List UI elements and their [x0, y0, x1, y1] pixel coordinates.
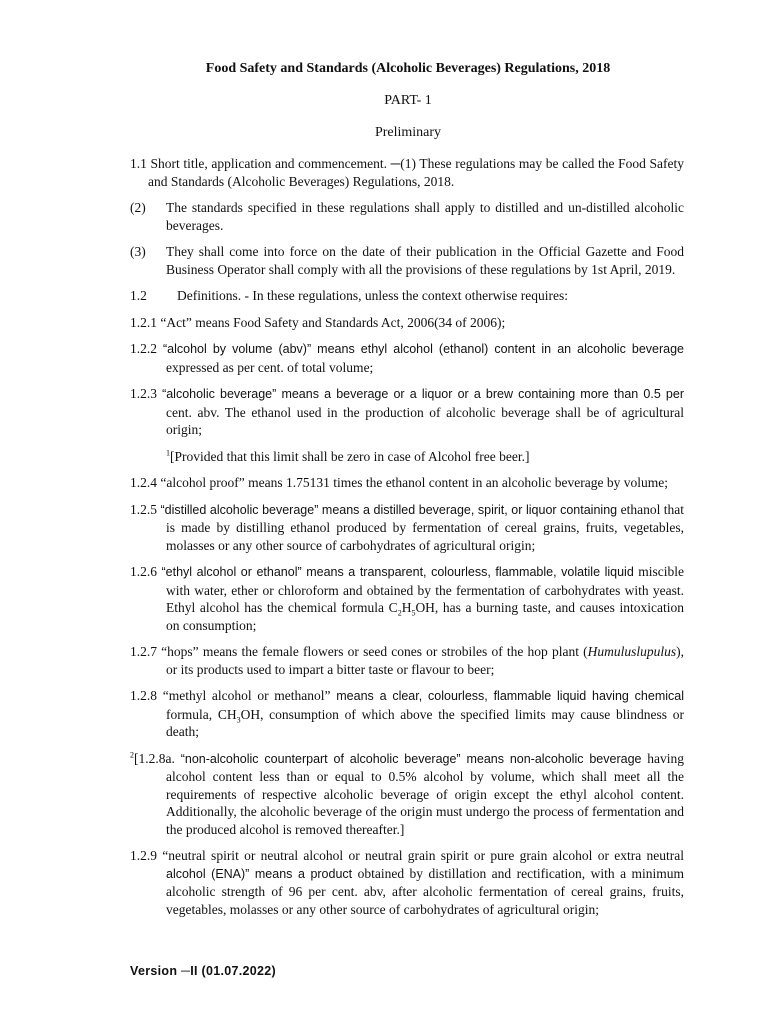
definition-term: “methyl alcohol or methanol” — [162, 688, 337, 703]
definition-text: H — [401, 600, 412, 615]
definition-number: 1.2.7 — [130, 644, 157, 659]
clause-2 — [130, 199, 684, 234]
definition-1-2-2 — [130, 340, 684, 376]
definition-term: “alcoholic beverage” means a beverage or a liquor or a brew containing more than 0.5 per — [162, 387, 684, 401]
subscript: 3 — [236, 715, 241, 725]
definition-number: 1.2.5 — [130, 501, 157, 517]
definition-text: expressed as per cent. of total volume; — [166, 359, 374, 375]
definition-number: 1.2.9 — [130, 848, 157, 863]
definition-term: means a clear, colourless, flammable liquid having chemical — [336, 689, 684, 703]
subscript: 2 — [397, 608, 402, 618]
footnote-mark: 2 — [130, 750, 134, 759]
clause-number: (2) — [130, 200, 146, 215]
definition-text: “Act” means Food Safety and Standards Act, 2006(34 of 2006); — [160, 314, 506, 330]
definition-text: formula, CH — [166, 706, 237, 722]
definition-1-2-5 — [130, 501, 684, 555]
definition-1-2-7 — [130, 643, 684, 678]
definition-1-2-8 — [130, 687, 684, 741]
definition-term: alcohol (ENA)” means a product — [166, 866, 353, 881]
definition-term: “ethyl alcohol or ethanol” means a transparent, colourless, flammable, volatile liquid — [161, 565, 634, 579]
definition-number: 1.2.6 — [130, 564, 157, 579]
definition-text: cent. abv. The ethanol used in the production of alcoholic beverage shall be of agricultural origin; — [166, 404, 684, 437]
document-title: Food Safety and Standards (Alcoholic Beverages) Regulations, 2018 — [205, 61, 611, 76]
definition-text: obtained by distillation and rectification, with a minimum alcoholic strength of 96 per cent. abv, after alcoholic fermentation of cereal grains, fruits, vegetables, molasses or any other source of carbohydrates of agricultural origin; — [166, 865, 685, 917]
clause-number: (3) — [130, 244, 146, 259]
definition-text: miscible with water, ether or chloroform and obtained by the fermentation of carbohydrates with yeast. Ethyl alcohol has the chemical formula C — [166, 564, 685, 615]
definition-text: ), or its products used to impart a bitter taste or flavour to beer; — [166, 644, 685, 677]
clause-text: The standards specified in these regulations shall apply to distilled and un-distilled alcoholic beverages. — [166, 200, 684, 233]
definition-term: “distilled alcoholic beverage” means a distilled beverage, spirit, or liquor containing — [160, 502, 618, 517]
italic-term: Humuluslupulus — [587, 644, 677, 659]
proviso — [130, 448, 684, 466]
definition-term: “alcohol by volume (abv)” means ethyl alcohol (ethanol) content in an alcoholic beverage — [162, 342, 685, 356]
section-heading: Preliminary — [374, 125, 442, 140]
definition-number: 1.2.4 — [130, 475, 157, 490]
subscript: 5 — [411, 608, 416, 618]
definition-text: OH, has a burning taste, and causes intoxication on consumption; — [166, 600, 684, 633]
definition-text: ethanol that is made by distilling ethanol produced by fermentation of cereal grains, fruits, vegetables, molasses or any other source of carbohydrates of agricultural origin; — [166, 501, 685, 553]
definition-1-2-9 — [130, 847, 684, 918]
definition-text: having alcohol content less than or equal to 0.5% alcohol by volume, which shall meet all the requirements of respective alcoholic beverage of origin except the ethyl alcohol content. Additionally, the alcoholic beverage of the origin must undergo the process of fermentation and the produced alcohol is removed thereafter.] — [166, 750, 684, 837]
definition-number: 1.2.1 — [130, 314, 157, 330]
clause-3 — [130, 243, 684, 278]
definition-number: 1.2.8 — [130, 688, 157, 703]
definition-1-2-4 — [130, 474, 684, 492]
definition-term: “non-alcoholic counterpart of alcoholic beverage” means non-alcoholic beverage — [174, 751, 642, 766]
definition-text: “hops” means the female flowers or seed cones or strobiles of the hop plant ( — [161, 644, 588, 659]
definition-1-2-3 — [130, 385, 684, 439]
footnote-mark: 1 — [166, 448, 170, 457]
definition-text: OH, consumption of which above the specified limits may cause blindness or death; — [166, 706, 684, 739]
definition-1-2-8a — [130, 750, 684, 839]
clause-number: 1.2 — [130, 288, 147, 303]
version-footer: Version ─II (01.07.2022) — [130, 964, 276, 978]
clause-1-1: 1.1 Short title, application and commencement. ─(1) These regulations may be called the Food Safety and Standards (Alcoholic Beverages) Regulations, 2018. — [130, 156, 684, 189]
definition-number: [1.2.8a. — [134, 750, 175, 766]
definition-1-2-1 — [130, 314, 684, 332]
definition-text: “alcohol proof” means 1.75131 times the ethanol content in an alcoholic beverage by volume; — [160, 475, 668, 490]
clause-1-2 — [130, 287, 684, 305]
proviso-text: [Provided that this limit shall be zero in case of Alcohol free beer.] — [170, 448, 530, 464]
clause-text: Definitions. - In these regulations, unless the context otherwise requires: — [177, 288, 569, 303]
definition-text: “neutral spirit or neutral alcohol or neutral grain spirit or pure grain alcohol or extra neutral — [162, 848, 684, 863]
document-body — [130, 155, 684, 927]
clause-text: They shall come into force on the date of their publication in the Official Gazette and Food Business Operator shall comply with all the provisions of these regulations by 1st April, 2019. — [166, 244, 684, 277]
part-heading: PART- 1 — [384, 93, 432, 108]
definition-number: 1.2.3 — [130, 386, 157, 401]
definition-1-2-6 — [130, 563, 684, 634]
definition-number: 1.2.2 — [130, 341, 157, 356]
